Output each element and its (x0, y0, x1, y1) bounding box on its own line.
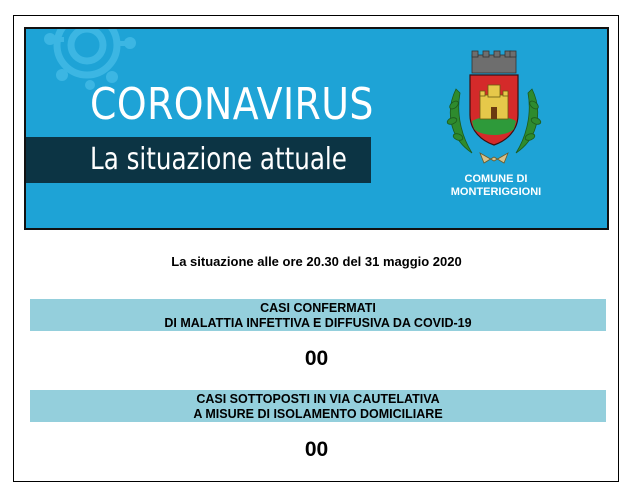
confirmed-cases-heading (30, 299, 606, 331)
heading-line-2: A MISURE DI ISOLAMENTO DOMICILIARE (193, 407, 443, 421)
heading-line-2: DI MALATTIA INFETTIVA E DIFFUSIVA DA COVID-19 (164, 316, 472, 330)
update-timestamp: La situazione alle ore 20.30 del 31 maggio 2020 (171, 254, 462, 269)
confirmed-cases-count: 00 (304, 347, 329, 370)
municipality-line-2: MONTERIGGIONI (450, 186, 542, 198)
isolation-cases-heading (30, 390, 606, 422)
banner-title: CORONAVIRUS (90, 79, 374, 130)
municipality-line-1: COMUNE DI (464, 173, 528, 185)
heading-line-1: CASI SOTTOPOSTI IN VIA CAUTELATIVA (196, 392, 440, 406)
heading-line-1: CASI CONFERMATI (260, 301, 376, 315)
coat-of-arms-icon (442, 49, 546, 169)
banner-subtitle: La situazione attuale (90, 142, 347, 177)
coronavirus-banner (24, 27, 609, 230)
isolation-cases-count: 00 (304, 438, 329, 461)
subtitle-band (26, 137, 371, 183)
municipality-name (426, 173, 566, 199)
